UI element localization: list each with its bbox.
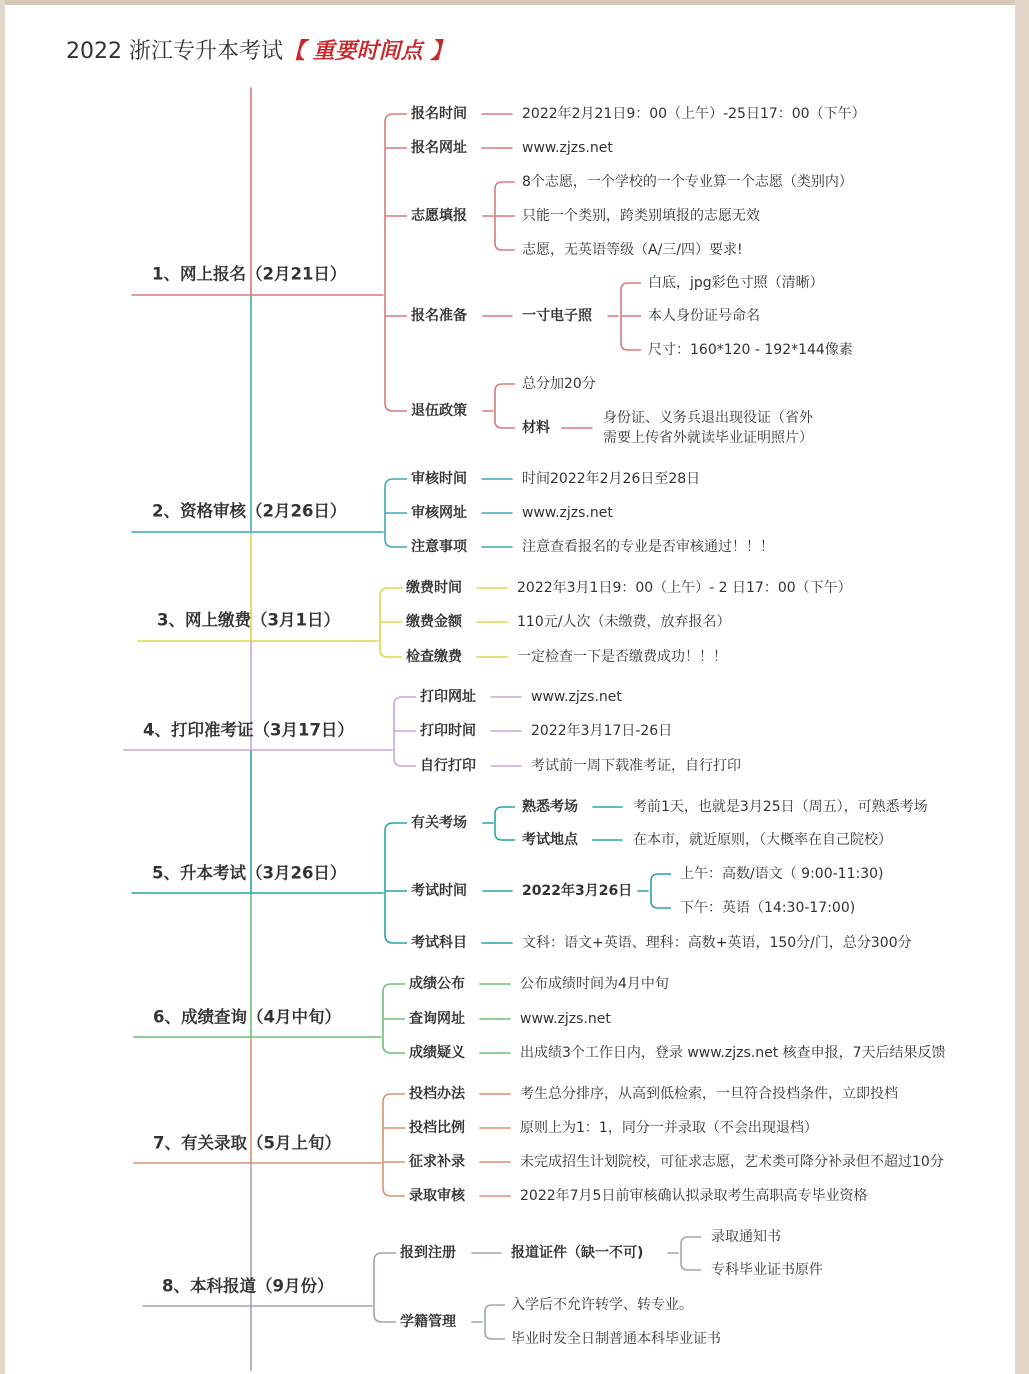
branch-bracket (385, 823, 407, 943)
branch-bracket (621, 283, 641, 350)
branch-label: 考试时间 (411, 883, 467, 899)
leaf-text: 上午：高数/语文（ 9:00-11:30) (680, 866, 884, 882)
leaf-text: 只能一个类别，跨类别填报的志愿无效 (522, 208, 760, 224)
leaf-text: 2022年3月17日-26日 (531, 723, 673, 739)
leaf-text: 2022年2月21日9：00（上午）-25日17：00（下午） (522, 106, 866, 122)
branch-label: 检查缴费 (406, 649, 462, 665)
leaf-text: 公布成绩时间为4月中旬 (520, 976, 669, 992)
leaf-text: www.zjzs.net (520, 1011, 611, 1027)
leaf-text: 考试前一周下载准考证，自行打印 (531, 758, 741, 774)
branch-label: 报名时间 (411, 106, 467, 122)
leaf-text: 尺寸：160*120 - 192*144像素 (648, 342, 853, 358)
branch-label: 注意事项 (411, 539, 467, 555)
leaf-text: 时间2022年2月26日至28日 (522, 471, 701, 487)
leaf-text: 需要上传省外就读毕业证明照片） (603, 430, 813, 446)
branch-label: 报道证件（缺一不可) (511, 1245, 644, 1261)
branch-label: 投档办法 (409, 1086, 465, 1102)
leaf-text: 文科：语文+英语、理科：高数+英语，150分/门，总分300分 (522, 935, 912, 951)
branch-label: 缴费金额 (406, 614, 462, 630)
branch-label: 报到注册 (400, 1245, 456, 1261)
branch-bracket (495, 807, 515, 840)
branch-label: 考试科目 (411, 935, 467, 951)
section-title: 4、打印准考证（3月17日） (143, 720, 354, 740)
branch-bracket (651, 874, 671, 908)
branch-bracket (385, 479, 407, 547)
branch-label: 审核时间 (411, 471, 467, 487)
leaf-text: 2022年3月1日9：00（上午）- 2 日17：00（下午） (517, 580, 852, 596)
branch-label: 一寸电子照 (522, 308, 592, 324)
section-title: 1、网上报名（2月21日） (152, 264, 347, 284)
leaf-text: 总分加20分 (522, 376, 596, 392)
branch-bracket (394, 697, 416, 766)
branch-bracket (383, 1094, 405, 1196)
leaf-text: 专科毕业证书原件 (711, 1262, 823, 1278)
branch-label: 投档比例 (409, 1120, 465, 1136)
branch-label: 报名网址 (411, 140, 467, 156)
branch-bracket (385, 114, 407, 411)
section-title: 6、成绩查询（4月中旬） (153, 1007, 341, 1027)
leaf-text: 未完成招生计划院校，可征求志愿，艺术类可降分补录但不超过10分 (520, 1154, 944, 1170)
title-main: 2022 浙江专升本考试 (66, 39, 283, 64)
branch-bracket (383, 984, 405, 1053)
section-title: 7、有关录取（5月上旬） (153, 1133, 341, 1153)
section-title: 2、资格审核（2月26日） (152, 501, 347, 521)
branch-label: 有关考场 (411, 815, 467, 831)
branch-label: 成绩疑义 (409, 1045, 465, 1061)
leaf-text: 白底，jpg彩色寸照（清晰） (648, 275, 824, 291)
branch-bracket (495, 384, 515, 428)
leaf-text: 志愿，无英语等级（A/三/四）要求! (522, 242, 743, 258)
branch-bracket (681, 1237, 701, 1270)
leaf-text: 本人身份证号命名 (648, 308, 760, 324)
leaf-text: www.zjzs.net (531, 689, 622, 705)
branch-label: 自行打印 (420, 758, 476, 774)
branch-label: 成绩公布 (409, 976, 465, 992)
leaf-text: 原则上为1：1，同分一并录取（不会出现退档） (520, 1120, 818, 1136)
branch-label: 考试地点 (522, 832, 578, 848)
branch-label: 打印网址 (420, 689, 476, 705)
section-title: 5、升本考试（3月26日） (152, 863, 347, 883)
leaf-text: 2022年7月5日前审核确认拟录取考生高职高专毕业资格 (520, 1188, 868, 1204)
section-title: 8、本科报道（9月份） (162, 1276, 334, 1296)
branch-label: 报名准备 (411, 308, 467, 324)
branch-bracket (380, 588, 402, 657)
leaf-text: 考生总分排序，从高到低检索，一旦符合投档条件，立即投档 (520, 1086, 898, 1102)
branch-label: 2022年3月26日 (522, 883, 633, 899)
branch-label: 退伍政策 (411, 403, 467, 419)
branch-label: 熟悉考场 (522, 799, 578, 815)
leaf-text: 入学后不允许转学、转专业。 (511, 1297, 693, 1313)
leaf-text: 身份证、义务兵退出现役证（省外 (603, 410, 813, 426)
branch-label: 志愿填报 (411, 208, 467, 224)
branch-label: 打印时间 (420, 723, 476, 739)
section-title: 3、网上缴费（3月1日） (157, 610, 340, 630)
branch-label: 查询网址 (409, 1011, 465, 1027)
leaf-text: 下午：英语（14:30-17:00) (680, 900, 856, 916)
leaf-text: 注意查看报名的专业是否审核通过！！！ (522, 539, 774, 555)
branch-label: 学籍管理 (400, 1314, 456, 1330)
title-highlight: 【 重要时间点 】 (282, 39, 453, 64)
leaf-text: 一定检查一下是否缴费成功！！！ (517, 649, 727, 665)
leaf-text: 在本市，就近原则，（大概率在自己院校） (633, 832, 892, 848)
leaf-text: 出成绩3个工作日内，登录 www.zjzs.net 核查申报，7天后结果反馈 (520, 1045, 946, 1061)
leaf-text: www.zjzs.net (522, 505, 613, 521)
leaf-text: 考前1天，也就是3月25日（周五），可熟悉考场 (633, 799, 928, 815)
leaf-text: 录取通知书 (711, 1229, 781, 1245)
leaf-text: 110元/人次（未缴费，放弃报名） (517, 614, 731, 630)
branch-label: 征求补录 (409, 1154, 465, 1170)
branch-bracket (374, 1253, 396, 1322)
branch-label: 缴费时间 (406, 580, 462, 596)
leaf-text: 8个志愿，一个学校的一个专业算一个志愿（类别内） (522, 174, 853, 190)
branch-bracket (485, 1305, 505, 1339)
leaf-text: www.zjzs.net (522, 140, 613, 156)
branch-label: 材料 (522, 420, 550, 436)
branch-bracket (495, 182, 515, 250)
leaf-text: 毕业时发全日制普通本科毕业证书 (511, 1331, 721, 1347)
branch-label: 审核网址 (411, 505, 467, 521)
branch-label: 录取审核 (409, 1188, 465, 1204)
